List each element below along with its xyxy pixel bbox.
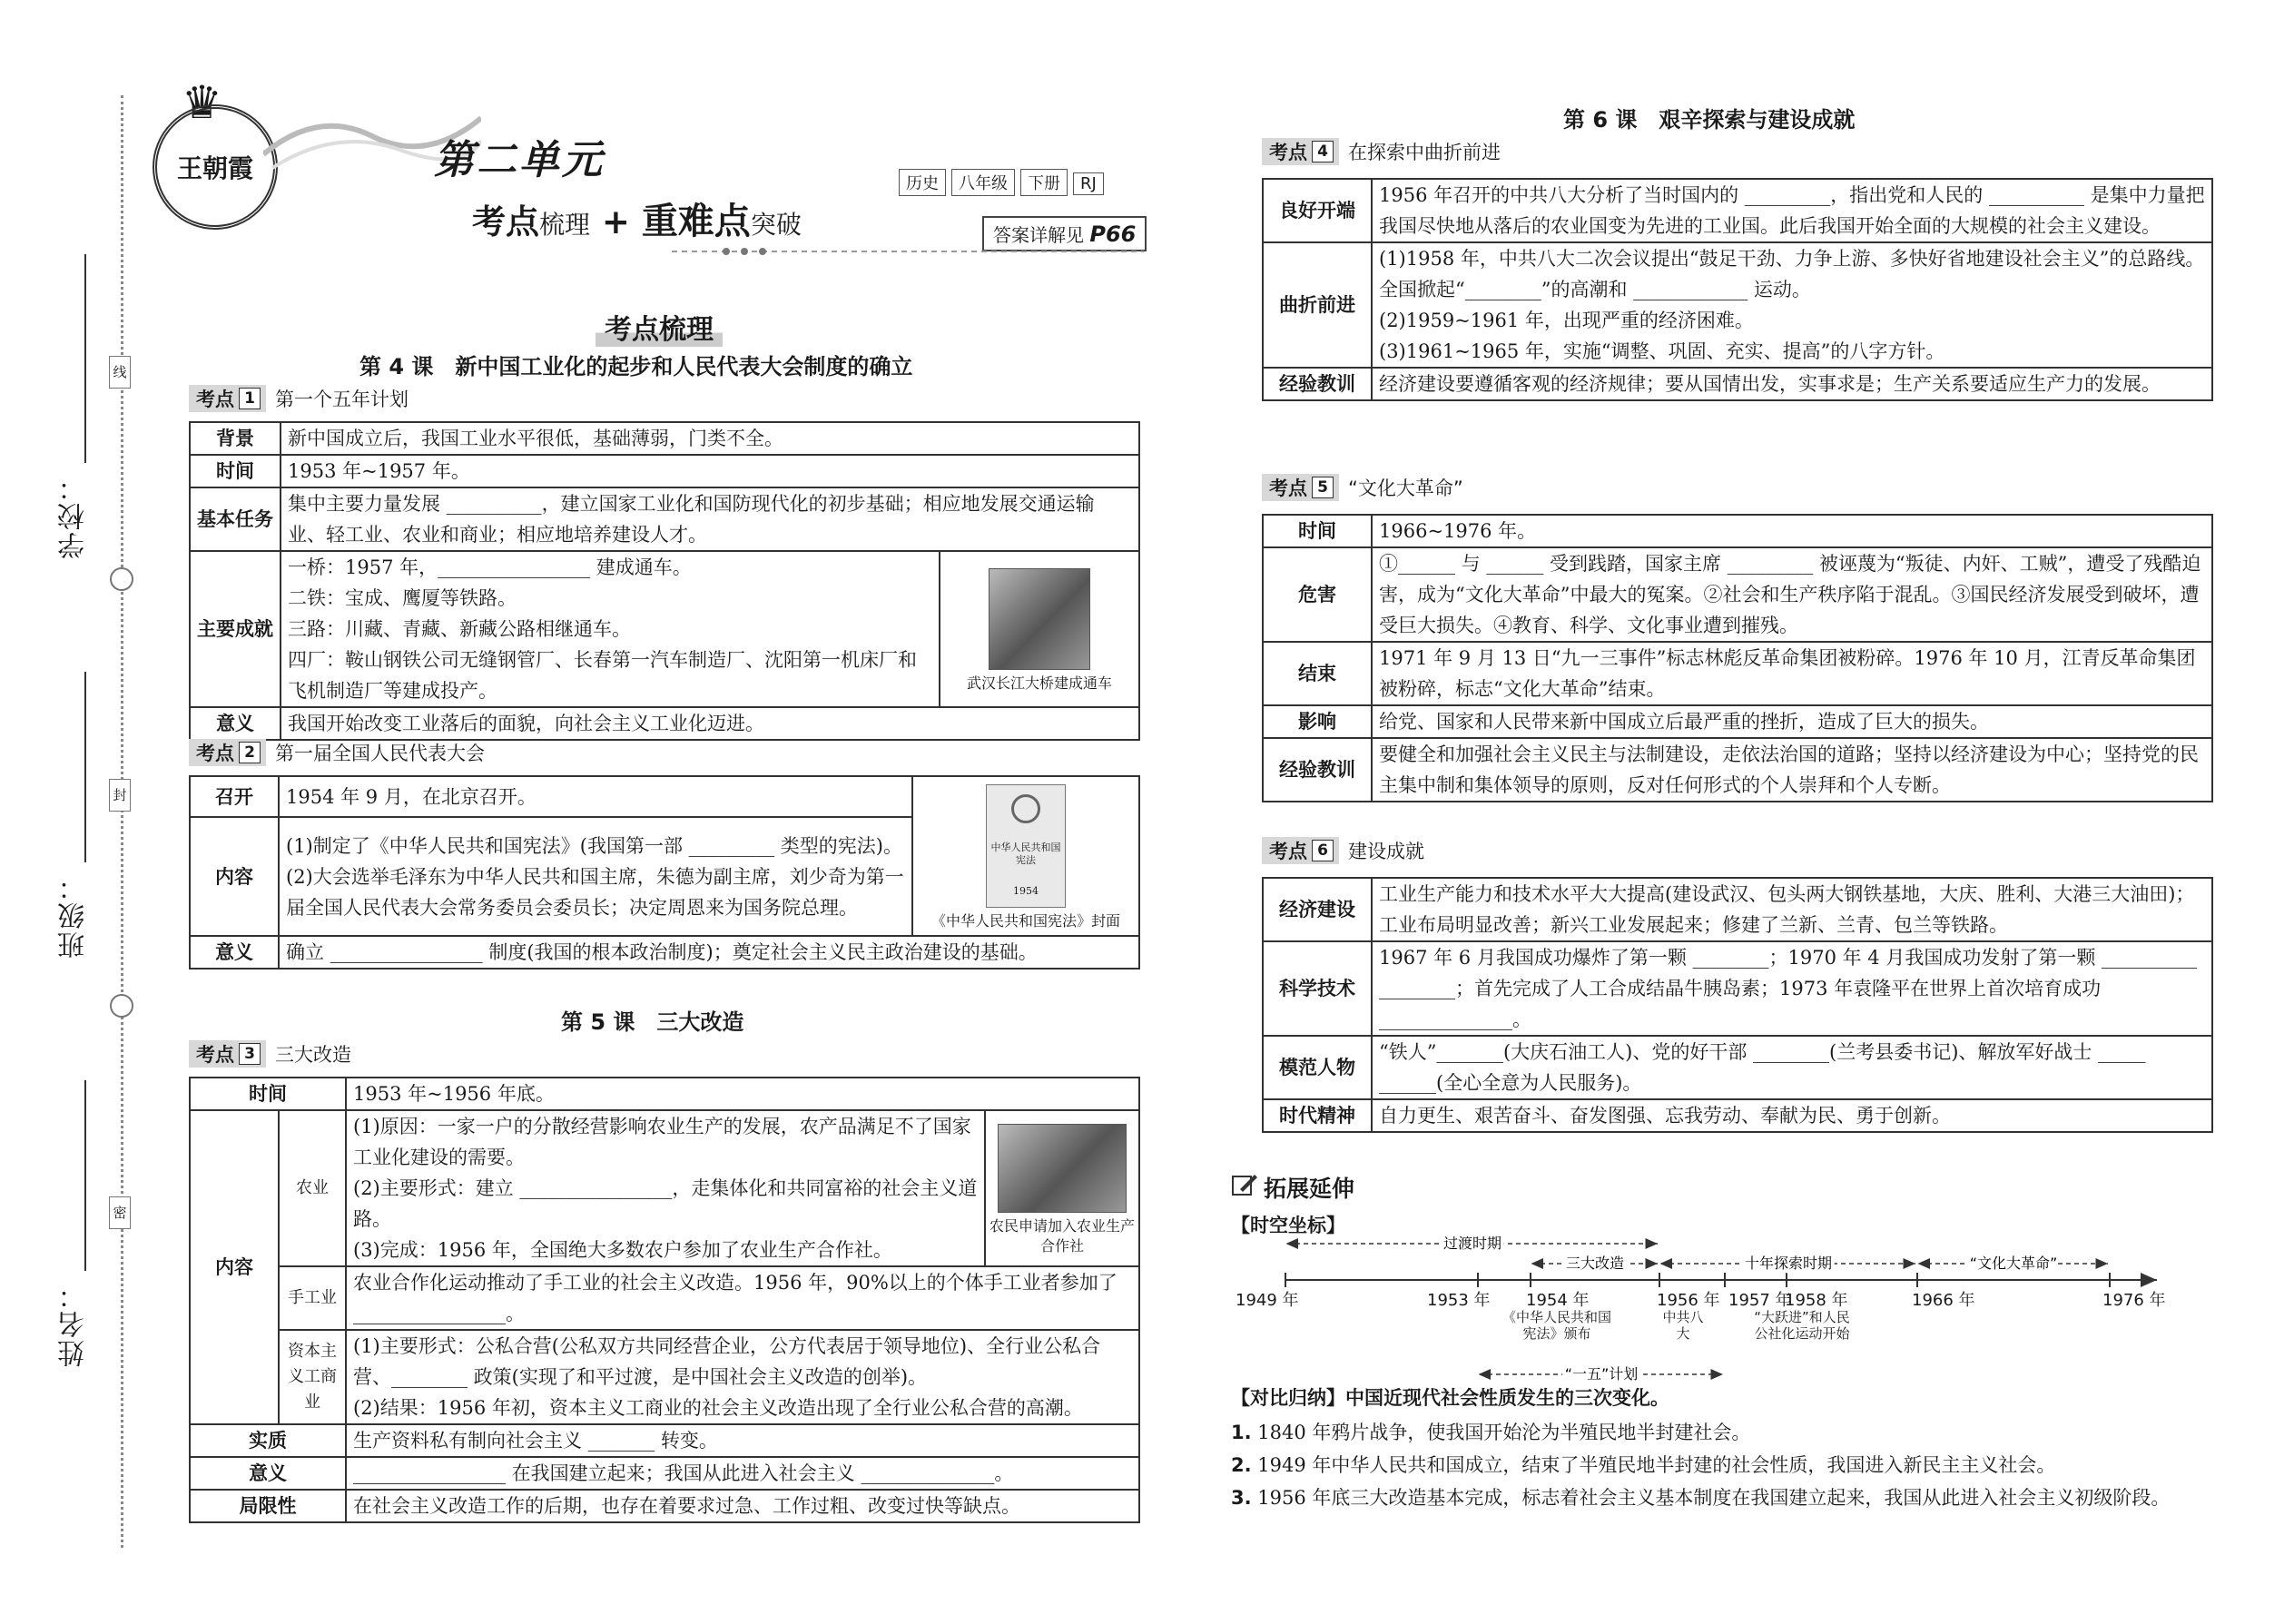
- compare-title: 中国近现代社会性质发生的三次变化。: [1345, 1387, 1669, 1409]
- content-item: (1)1958 年，中共八大二次会议提出“鼓足干劲、力争上游、多快好省地建设社会主义”的总路线。全国掀起“________”的高潮和 ____________ 运动。: [1379, 248, 2205, 300]
- content-item: (3)完成：1956 年，全国绝大多数农户参加了农业生产合作社。: [353, 1239, 892, 1261]
- kaodian-label: 考点: [1269, 841, 1307, 862]
- cell: 要健全和加强社会主义民主与法制建设，走依法治国的道路；坚持以经济建设为中心；坚持党的民主集中制和集体领导的原则，反对任何形式的个人崇拜和个人专断。: [1372, 738, 2212, 802]
- item-text: 1956 年底三大改造基本完成，标志着社会主义基本制度在我国建立起来，我国从此进入社会主义初级阶段。: [1257, 1487, 2171, 1509]
- table-row: [190, 551, 1139, 707]
- table-row: [190, 455, 1139, 487]
- table-row: [1263, 642, 2212, 705]
- image-caption: 《中华人民共和国宪法》封面: [930, 912, 1120, 930]
- row-header: 时间: [1263, 515, 1372, 547]
- kaodian-1-header: [189, 385, 409, 412]
- row-header: 局限性: [190, 1490, 346, 1522]
- timeline-year: 1949 年: [1236, 1291, 1299, 1310]
- image-cell: [912, 776, 1139, 936]
- cell: 自力更生、艰苦奋斗、奋发图强、忘我劳动、奉献为民、勇于创新。: [1372, 1099, 2212, 1132]
- table-row: [190, 1266, 1139, 1330]
- cell: 1953 年~1957 年。: [281, 455, 1139, 487]
- brand-logo: 王朝霞: [153, 104, 278, 230]
- cell: 新中国成立后，我国工业水平很低，基础薄弱，门类不全。: [281, 422, 1139, 455]
- row-header: 时间: [190, 455, 281, 487]
- content-item: (2)大会选举毛泽东为中华人民共和国主席，朱德为副主席，刘少奇为第一届全国人民代表大会常务委员会委员长；决定周恩来为国务院总理。: [286, 865, 904, 919]
- class-field[interactable]: [84, 672, 86, 862]
- compare-heading: [1231, 1383, 1669, 1411]
- timeline-year: 1958 年: [1785, 1291, 1848, 1310]
- row-header: 危害: [1263, 547, 1372, 642]
- header-underline-decoration: [672, 238, 1144, 265]
- kaodian-title: 第一个五年计划: [275, 389, 409, 410]
- timeline-year: 1956 年: [1657, 1291, 1720, 1310]
- item-number: 2.: [1231, 1454, 1252, 1476]
- row-header: 经济建设: [1263, 878, 1372, 941]
- content-item: (3)1961~1965 年，实施“调整、巩固、充实、提高”的八字方针。: [1379, 340, 1945, 362]
- row-header: 经验教训: [1263, 368, 1372, 400]
- timeline-heading: 【时空坐标】: [1231, 1215, 1345, 1236]
- sub-header: 农业: [279, 1110, 346, 1266]
- row-header: 影响: [1263, 705, 1372, 738]
- list-item: [1231, 1418, 1750, 1445]
- image-cell: [940, 551, 1139, 707]
- kaodian-title: 三大改造: [275, 1044, 351, 1066]
- cell: 1954 年 9 月，在北京召开。: [279, 776, 912, 817]
- image-cell: [985, 1110, 1139, 1266]
- table-row: [190, 1424, 1139, 1457]
- table-row: [1263, 547, 2212, 642]
- subtitle-kaodian: 考点: [472, 202, 539, 241]
- table-row: [190, 1330, 1139, 1424]
- item-number: 3.: [1231, 1487, 1252, 1509]
- meta-subject: 历史: [899, 169, 946, 196]
- kaodian-number: 6: [1312, 840, 1334, 861]
- period-label: “文化大革命”: [1969, 1255, 2058, 1272]
- period-label: 三大改造: [1565, 1255, 1625, 1272]
- cell: 农业合作化运动推动了手工业的社会主义改造。1956 年，90%以上的个体手工业者参加了 ________________。: [346, 1266, 1139, 1330]
- cell: [281, 551, 940, 707]
- row-header: 意义: [190, 1457, 346, 1490]
- content-item: (1)原因：一家一户的分散经营影响农业生产的发展，农产品满足不了国家工业化建设的需要。: [353, 1116, 971, 1168]
- timeline-event: 中共八大: [1662, 1309, 1704, 1342]
- table-row: [1263, 1099, 2212, 1132]
- list-item: [1231, 1451, 2055, 1478]
- kaodian-number: 5: [1312, 477, 1334, 498]
- cell: 1967 年 6 月我国成功爆炸了第一颗 ________；1970 年 4 月我国成功发射了第一颗 __________ ________；首先完成了人工合成结晶牛胰岛素；1973 年袁隆平在世界上首次培育成功 ______________。: [1372, 941, 2212, 1036]
- unit-title: 第二单元: [434, 137, 605, 183]
- achievement-highways: 三路：川藏、青藏、新藏公路相继通车。: [288, 618, 631, 640]
- table-cultural-revolution: [1262, 514, 2213, 802]
- kaodian-number: 4: [1312, 141, 1334, 162]
- table-row: [1263, 941, 2212, 1036]
- cell: 1956 年召开的中共八大分析了当时国内的 _________，指出党和人民的 __________ 是集中力量把我国尽快地从落后的农业国变为先进的工业国。此后我国开始全面的大规模的社会主义建设。: [1372, 179, 2212, 242]
- content-item: (1)主要形式：公私合营(公私双方共同经营企业，公方代表居于领导地位)、全行业公私合营、________ 政策(实现了和平过渡，是中国社会主义改造的创举)。: [353, 1335, 1101, 1388]
- unit-subtitle: [472, 192, 802, 244]
- cell: 生产资料私有制向社会主义 _______ 转变。: [346, 1424, 1139, 1457]
- kaodian-6-header: [1262, 837, 1424, 864]
- lesson-5-title: 第 5 课 三大改造: [561, 1009, 744, 1035]
- timeline-year: 1966 年: [1912, 1291, 1975, 1310]
- kaodian-2-header: [189, 739, 485, 766]
- kaodian-title: 建设成就: [1348, 841, 1424, 862]
- name-label: 姓名：: [58, 1280, 90, 1367]
- pencil-icon: [1231, 1171, 1258, 1198]
- kaodian-label: 考点: [196, 389, 234, 410]
- row-header: 意义: [190, 707, 281, 740]
- kaodian-title: 在探索中曲折前进: [1348, 142, 1501, 163]
- table-row: [1263, 705, 2212, 738]
- timeline-year: 1953 年: [1427, 1291, 1491, 1310]
- kaodian-label: 考点: [196, 743, 234, 764]
- timeline-year: 1976 年: [2102, 1291, 2166, 1310]
- subtitle-plus: +: [601, 202, 630, 241]
- list-item: [1231, 1483, 2170, 1511]
- cell: 集中主要力量发展 __________，建立国家工业化和国防现代化的初步基础；相应地发展交通运输业、轻工业、农业和商业；相应地培养建设人才。: [281, 487, 1139, 551]
- subtitle-zhongnandian: 重难点: [641, 201, 751, 242]
- kaodian-label: 考点: [196, 1044, 234, 1066]
- table-three-transformations: [189, 1077, 1140, 1523]
- item-text: 1840 年鸦片战争，使我国开始沦为半殖民地半封建社会。: [1257, 1422, 1751, 1443]
- table-row: [190, 1457, 1139, 1490]
- table-row: [190, 707, 1139, 740]
- kaodian-5-header: [1262, 474, 1463, 501]
- row-header: 曲折前进: [1263, 242, 1372, 368]
- table-row: [1263, 1036, 2212, 1099]
- row-header: 背景: [190, 422, 281, 455]
- class-label: 班级：: [58, 871, 90, 959]
- period-label: 十年探索时期: [1744, 1255, 1833, 1272]
- crown-icon: ♛: [182, 76, 222, 129]
- cell: 确立 ________________ 制度(我国的根本政治制度)；奠定社会主义民主政治建设的基础。: [279, 936, 1139, 969]
- row-header: 召开: [190, 776, 279, 817]
- row-header: 意义: [190, 936, 279, 969]
- cell: 经济建设要遵循客观的经济规律；要从国情出发，实事求是；生产关系要适应生产力的发展。: [1372, 368, 2212, 400]
- meta-volume: 下册: [1020, 169, 1068, 196]
- binding-mark-seal: 封: [109, 779, 131, 812]
- row-header: 模范人物: [1263, 1036, 1372, 1099]
- table-row: [1263, 179, 2212, 242]
- table-row: [190, 1110, 1139, 1266]
- content-item: (2)主要形式：建立 ________________，走集体化和共同富裕的社会主义道路。: [353, 1177, 978, 1230]
- table-first-five-year-plan: [189, 421, 1140, 741]
- national-emblem-icon: [1011, 794, 1040, 823]
- table-exploration: [1262, 178, 2213, 401]
- sub-header: 资本主义工商业: [279, 1330, 346, 1424]
- content-item: (2)1959~1961 年，出现严重的经济困难。: [1379, 310, 1754, 331]
- row-header: 科学技术: [1263, 941, 1372, 1036]
- cell: 1966~1976 年。: [1372, 515, 2212, 547]
- farmers-photo: [998, 1124, 1127, 1213]
- cell: 我国开始改变工业落后的面貌，向社会主义工业化迈进。: [281, 707, 1139, 740]
- cell: ________________ 在我国建立起来；我国从此进入社会主义 ______________。: [346, 1457, 1139, 1490]
- binding-mark-line: 线: [109, 356, 131, 389]
- section-head: 考点梳理: [596, 307, 723, 347]
- lesson-6-title: 第 6 课 艰辛探索与建设成就: [1563, 107, 1856, 133]
- row-header: 结束: [1263, 642, 1372, 705]
- table-row: [190, 422, 1139, 455]
- timeline-year: 1954 年: [1526, 1291, 1590, 1310]
- timeline-year: 1957 年: [1728, 1291, 1792, 1310]
- row-header: 内容: [190, 1110, 279, 1424]
- lesson-4-title: 第 4 课 新中国工业化的起步和人民代表大会制度的确立: [359, 354, 913, 379]
- cell: 在社会主义改造工作的后期，也存在着要求过急、工作过粗、改变过快等缺点。: [346, 1490, 1139, 1522]
- kaodian-3-header: [189, 1040, 351, 1068]
- table-row: [1263, 242, 2212, 368]
- row-header: 主要成就: [190, 551, 281, 707]
- table-row: [190, 776, 1139, 817]
- table-row: [190, 487, 1139, 551]
- kaodian-number: 2: [239, 742, 261, 763]
- image-caption: 武汉长江大桥建成通车: [966, 674, 1112, 692]
- content-item: (2)结果：1956 年初，资本主义工商业的社会主义改造出现了全行业公私合营的高潮。: [353, 1397, 1083, 1419]
- cover-title: 中华人民共和国宪法: [990, 842, 1061, 866]
- kaodian-number: 3: [239, 1043, 261, 1065]
- school-field[interactable]: [84, 254, 86, 463]
- constitution-cover: [986, 784, 1066, 908]
- subtitle-tupo: 突破: [750, 210, 802, 240]
- cell: [346, 1330, 1139, 1424]
- cell: 1971 年 9 月 13 日“九一三事件”标志林彪反革命集团被粉碎。1976 年 10 月，江青反革命集团被粉碎，标志“文化大革命”结束。: [1372, 642, 2212, 705]
- row-header: 时间: [190, 1078, 346, 1110]
- achievement-bridge: 一桥：1957 年，________________ 建成通车。: [288, 556, 692, 578]
- cell: “铁人”_______(大庆石油工人)、党的好干部 ________(兰考县委书记)、解放军好战士 _____ ______(全心全意为人民服务)。: [1372, 1036, 2212, 1099]
- meta-grade: 八年级: [951, 169, 1015, 196]
- kaodian-number: 1: [239, 388, 261, 409]
- cell: [346, 1110, 985, 1266]
- table-row: [1263, 738, 2212, 802]
- table-row: [1263, 515, 2212, 547]
- table-row: [1263, 878, 2212, 941]
- bridge-photo: [989, 568, 1090, 670]
- binding-hole: [110, 567, 133, 591]
- kaodian-title: 第一届全国人民代表大会: [275, 743, 485, 764]
- item-text: 1949 年中华人民共和国成立，结束了半殖民地半封建的社会性质，我国进入新民主主义社会。: [1257, 1454, 2056, 1476]
- table-row: [190, 1078, 1139, 1110]
- row-header: 内容: [190, 817, 279, 936]
- period-label: 过渡时期: [1442, 1236, 1502, 1252]
- sub-header: 手工业: [279, 1266, 346, 1330]
- row-header: 实质: [190, 1424, 346, 1457]
- meta-edition: RJ: [1073, 172, 1104, 195]
- binding-mark-secret: 密: [109, 1196, 131, 1229]
- row-header: 时代精神: [1263, 1099, 1372, 1132]
- row-header: 基本任务: [190, 487, 281, 551]
- book-meta: [899, 169, 1109, 196]
- timeline-event: “大跃进”和人民公社化运动开始: [1754, 1309, 1850, 1342]
- cell: 1953 年~1956 年底。: [346, 1078, 1139, 1110]
- cell: [279, 817, 912, 936]
- timeline-event: 《中华人民共和国宪法》颁布: [1501, 1309, 1611, 1342]
- table-row: [190, 1490, 1139, 1522]
- school-label: 学校：: [58, 472, 90, 559]
- cover-year: 1954: [1013, 885, 1039, 897]
- achievement-railways: 二铁：宝成、鹰厦等铁路。: [288, 587, 517, 609]
- row-header: 经验教训: [1263, 738, 1372, 802]
- cell: ①______ 与 ______ 受到践踏，国家主席 _________ 被诬蔑为“叛徒、内奸、工贼”，遭受了残酷迫害，成为“文化大革命”中最大的冤案。②社会和生产秩序陷于混乱。③国民经济发展受到破坏，遭受巨大损失。④教育、科学、文化事业遭到摧残。: [1372, 547, 2212, 642]
- kaodian-4-header: [1262, 138, 1501, 165]
- compare-tag: 【对比归纳】: [1231, 1387, 1345, 1409]
- extension-title: 拓展延伸: [1264, 1176, 1355, 1202]
- name-field[interactable]: [84, 1080, 86, 1271]
- kaodian-label: 考点: [1269, 142, 1307, 163]
- table-first-npc: [189, 775, 1140, 969]
- answer-page: P66: [1089, 221, 1137, 247]
- period-label: “一五”计划: [1564, 1365, 1639, 1382]
- binding-hole: [110, 994, 133, 1018]
- row-header: 良好开端: [1263, 179, 1372, 242]
- binding-dotted-line: [121, 95, 123, 1548]
- kaodian-title: “文化大革命”: [1348, 477, 1463, 499]
- cell: [1372, 242, 2212, 368]
- item-number: 1.: [1231, 1422, 1252, 1443]
- cell: 给党、国家和人民带来新中国成立后最严重的挫折，造成了巨大的损失。: [1372, 705, 2212, 738]
- content-item: (1)制定了《中华人民共和国宪法》(我国第一部 _________ 类型的宪法)。: [286, 834, 902, 857]
- table-achievements: [1262, 877, 2213, 1133]
- table-row: [1263, 368, 2212, 400]
- cell: 工业生产能力和技术水平大大提高(建设武汉、包头两大钢铁基地，大庆、胜利、大港三大油田)；工业布局明显改善；新兴工业发展起来；修建了兰新、兰青、包兰等铁路。: [1372, 878, 2212, 941]
- answer-text: 答案详解见: [993, 224, 1084, 246]
- image-caption: 农民申请加入农业生产合作社: [989, 1217, 1136, 1255]
- achievement-factories: 四厂：鞍山钢铁公司无缝钢管厂、长春第一汽车制造厂、沈阳第一机床厂和飞机制造厂等建成投产。: [288, 649, 917, 702]
- table-row: [190, 936, 1139, 969]
- kaodian-label: 考点: [1269, 477, 1307, 499]
- subtitle-shuli: 梳理: [539, 210, 591, 240]
